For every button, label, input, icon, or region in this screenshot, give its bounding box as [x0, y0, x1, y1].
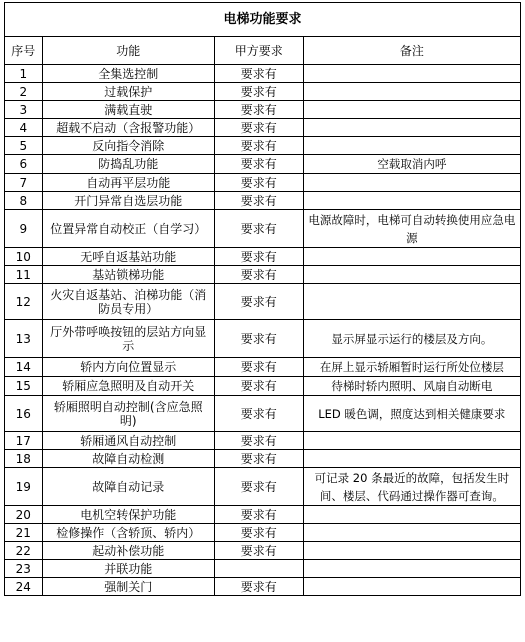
cell-requirement: 要求有 — [214, 137, 303, 155]
cell-note — [303, 542, 520, 560]
cell-no: 19 — [5, 468, 43, 506]
cell-note — [303, 266, 520, 284]
cell-requirement: 要求有 — [214, 101, 303, 119]
cell-no: 20 — [5, 506, 43, 524]
cell-function: 故障自动检测 — [42, 450, 214, 468]
cell-requirement: 要求有 — [214, 174, 303, 192]
cell-requirement: 要求有 — [214, 248, 303, 266]
cell-function: 全集选控制 — [42, 65, 214, 83]
table-row — [5, 578, 521, 596]
cell-requirement: 要求有 — [214, 119, 303, 137]
cell-note: 在屏上显示轿厢暂时运行所处位楼层 — [303, 358, 520, 377]
cell-note: 可记录 20 条最近的故障，包括发生时间、楼层、代码通过操作器可查询。 — [303, 468, 520, 506]
cell-no: 22 — [5, 542, 43, 560]
table-title: 电梯功能要求 — [5, 3, 521, 37]
table-row — [5, 137, 521, 155]
cell-requirement: 要求有 — [214, 320, 303, 358]
cell-note — [303, 578, 520, 596]
cell-note — [303, 119, 520, 137]
cell-no: 7 — [5, 174, 43, 192]
cell-no: 10 — [5, 248, 43, 266]
cell-note — [303, 174, 520, 192]
cell-requirement: 要求有 — [214, 83, 303, 101]
table-row — [5, 266, 521, 284]
cell-no: 15 — [5, 377, 43, 396]
cell-note: 电源故障时，电梯可自动转换使用应急电源 — [303, 210, 520, 248]
cell-no: 2 — [5, 83, 43, 101]
cell-function: 并联功能 — [42, 560, 214, 578]
table-row — [5, 284, 521, 320]
cell-requirement: 要求有 — [214, 192, 303, 210]
cell-note — [303, 450, 520, 468]
cell-note: LED 暖色调，照度达到相关健康要求 — [303, 396, 520, 432]
cell-note — [303, 192, 520, 210]
cell-no: 3 — [5, 101, 43, 119]
cell-function: 轿厢照明自动控制(含应急照明) — [42, 396, 214, 432]
cell-requirement: 要求有 — [214, 210, 303, 248]
table-row — [5, 119, 521, 137]
cell-no: 6 — [5, 155, 43, 174]
table-row — [5, 83, 521, 101]
table-row — [5, 192, 521, 210]
cell-function: 开门异常自选层功能 — [42, 192, 214, 210]
table-row — [5, 210, 521, 248]
cell-function: 过载保护 — [42, 83, 214, 101]
table-row — [5, 65, 521, 83]
cell-requirement: 要求有 — [214, 506, 303, 524]
column-header-requirement: 甲方要求 — [214, 37, 303, 65]
table-row — [5, 524, 521, 542]
cell-note — [303, 83, 520, 101]
table-row — [5, 432, 521, 450]
cell-requirement: 要求有 — [214, 432, 303, 450]
cell-note — [303, 137, 520, 155]
table-row — [5, 506, 521, 524]
cell-no: 23 — [5, 560, 43, 578]
cell-note — [303, 65, 520, 83]
table-row — [5, 320, 521, 358]
cell-no: 1 — [5, 65, 43, 83]
column-header-function: 功能 — [42, 37, 214, 65]
column-header-note: 备注 — [303, 37, 520, 65]
cell-requirement: 要求有 — [214, 396, 303, 432]
table-row — [5, 542, 521, 560]
cell-no: 5 — [5, 137, 43, 155]
cell-no: 16 — [5, 396, 43, 432]
cell-function: 火灾自返基站、泊梯功能（消防员专用） — [42, 284, 214, 320]
cell-requirement: 要求有 — [214, 266, 303, 284]
cell-function: 起动补偿功能 — [42, 542, 214, 560]
cell-note — [303, 284, 520, 320]
cell-function: 轿内方向位置显示 — [42, 358, 214, 377]
cell-function: 强制关门 — [42, 578, 214, 596]
cell-function: 故障自动记录 — [42, 468, 214, 506]
cell-note — [303, 560, 520, 578]
cell-note — [303, 524, 520, 542]
cell-note: 空载取消内呼 — [303, 155, 520, 174]
cell-no: 9 — [5, 210, 43, 248]
cell-function: 轿厢通风自动控制 — [42, 432, 214, 450]
cell-requirement: 要求有 — [214, 155, 303, 174]
cell-requirement: 要求有 — [214, 468, 303, 506]
cell-note: 待梯时轿内照明、风扇自动断电 — [303, 377, 520, 396]
cell-function: 无呼自返基站功能 — [42, 248, 214, 266]
elevator-function-table — [4, 2, 521, 596]
table-row — [5, 560, 521, 578]
cell-note — [303, 432, 520, 450]
cell-function: 超载不启动（含报警功能） — [42, 119, 214, 137]
cell-note — [303, 101, 520, 119]
table-row — [5, 396, 521, 432]
cell-no: 17 — [5, 432, 43, 450]
cell-function: 反向指令消除 — [42, 137, 214, 155]
cell-no: 18 — [5, 450, 43, 468]
table-row — [5, 358, 521, 377]
cell-no: 13 — [5, 320, 43, 358]
table-row — [5, 248, 521, 266]
cell-requirement — [214, 560, 303, 578]
cell-function: 检修操作（含轿顶、轿内） — [42, 524, 214, 542]
cell-no: 12 — [5, 284, 43, 320]
cell-note — [303, 248, 520, 266]
cell-function: 防捣乱功能 — [42, 155, 214, 174]
cell-requirement: 要求有 — [214, 542, 303, 560]
cell-requirement: 要求有 — [214, 377, 303, 396]
cell-requirement: 要求有 — [214, 450, 303, 468]
table-row — [5, 101, 521, 119]
cell-no: 14 — [5, 358, 43, 377]
cell-note: 显示屏显示运行的楼层及方向。 — [303, 320, 520, 358]
cell-requirement: 要求有 — [214, 284, 303, 320]
cell-function: 电机空转保护功能 — [42, 506, 214, 524]
table-row — [5, 174, 521, 192]
cell-requirement: 要求有 — [214, 578, 303, 596]
table-row — [5, 468, 521, 506]
cell-function: 轿厢应急照明及自动开关 — [42, 377, 214, 396]
cell-function: 基站锁梯功能 — [42, 266, 214, 284]
table-row — [5, 450, 521, 468]
cell-note — [303, 506, 520, 524]
cell-requirement: 要求有 — [214, 524, 303, 542]
cell-function: 厅外带呼唤按钮的层站方向显示 — [42, 320, 214, 358]
cell-function: 满载直驶 — [42, 101, 214, 119]
cell-function: 自动再平层功能 — [42, 174, 214, 192]
cell-no: 11 — [5, 266, 43, 284]
cell-no: 4 — [5, 119, 43, 137]
cell-requirement: 要求有 — [214, 358, 303, 377]
cell-requirement: 要求有 — [214, 65, 303, 83]
cell-function: 位置异常自动校正（自学习） — [42, 210, 214, 248]
table-row — [5, 155, 521, 174]
cell-no: 21 — [5, 524, 43, 542]
table-row — [5, 377, 521, 396]
cell-no: 8 — [5, 192, 43, 210]
column-header-no: 序号 — [5, 37, 43, 65]
cell-no: 24 — [5, 578, 43, 596]
